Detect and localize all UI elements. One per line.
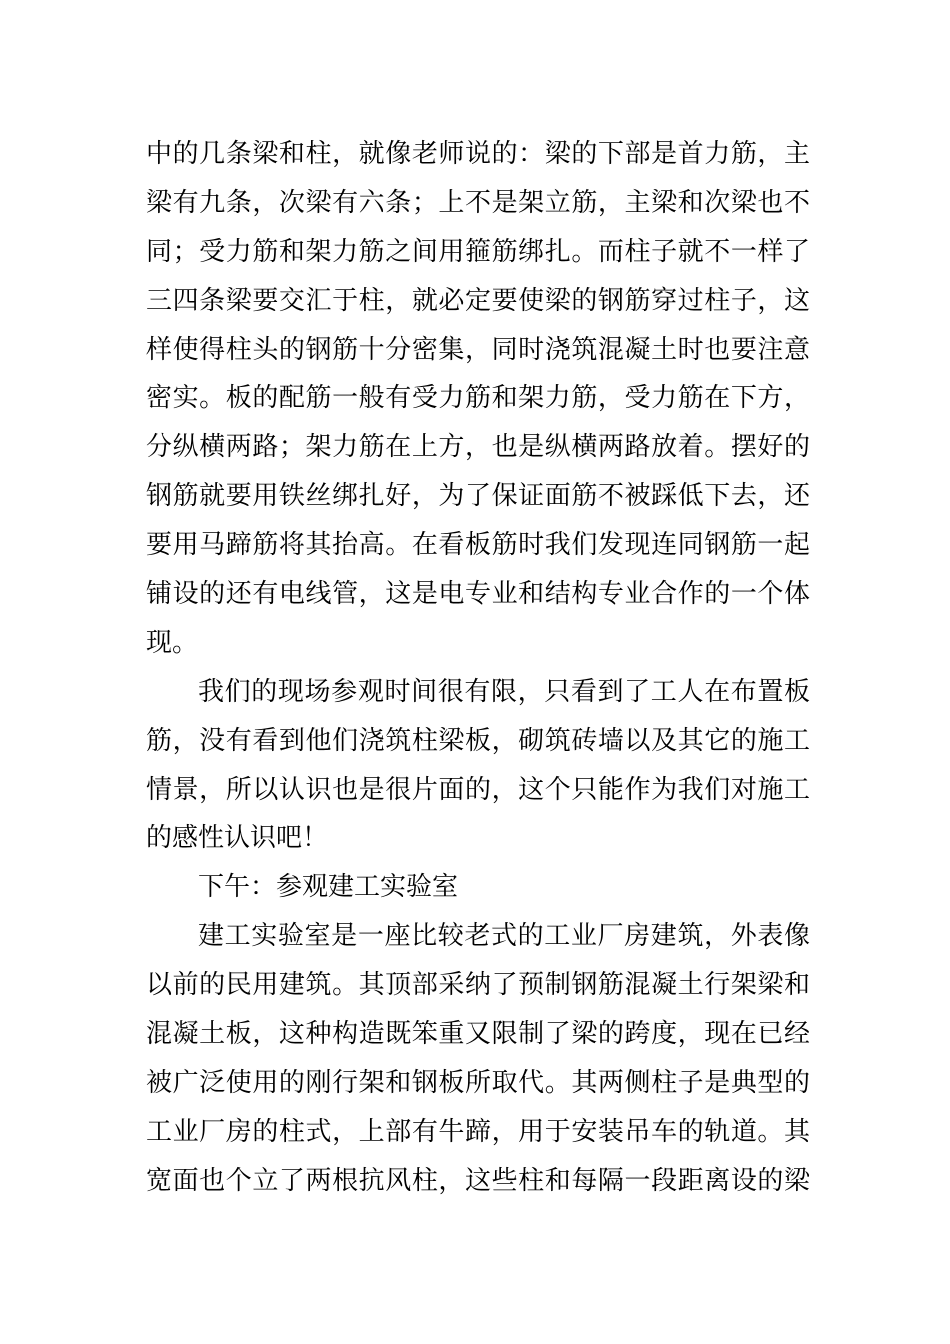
text-line: 的感性认识吧！ bbox=[146, 823, 329, 854]
text-line: 三四条梁要交汇于柱，就必定要使梁的钢筋穿过柱子，这 bbox=[146, 285, 810, 316]
text-line: 分纵横两路；架力筋在上方，也是纵横两路放着。摆好的 bbox=[146, 432, 810, 463]
text-line: 筋，没有看到他们浇筑柱梁板，砌筑砖墙以及其它的施工 bbox=[146, 725, 810, 756]
text-line: 工业厂房的柱式，上部有牛蹄，用于安装吊车的轨道。其 bbox=[146, 1116, 810, 1147]
text-line: 以前的民用建筑。其顶部采纳了预制钢筋混凝土行架梁和 bbox=[146, 970, 810, 1001]
text-line: 密实。板的配筋一般有受力筋和架力筋，受力筋在下方， bbox=[146, 383, 810, 414]
text-line: 中的几条梁和柱，就像老师说的：梁的下部是首力筋，主 bbox=[146, 139, 810, 169]
text-line: 现。 bbox=[146, 627, 199, 658]
text-line: 梁有九条，次梁有六条；上不是架立筋，主梁和次梁也不 bbox=[146, 187, 810, 218]
section-heading: 下午：参观建工实验室 bbox=[198, 872, 459, 903]
text-line: 要用马蹄筋将其抬高。在看板筋时我们发现连同钢筋一起 bbox=[146, 530, 810, 561]
paragraph-first-line: 建工实验室是一座比较老式的工业厂房建筑，外表像 bbox=[198, 921, 810, 952]
paragraph-first-line: 我们的现场参观时间很有限，只看到了工人在布置板 bbox=[198, 676, 810, 707]
text-line: 样使得柱头的钢筋十分密集，同时浇筑混凝土时也要注意 bbox=[146, 334, 810, 365]
text-line: 混凝土板，这种构造既笨重又限制了梁的跨度，现在已经 bbox=[146, 1019, 810, 1050]
text-line: 同；受力筋和架力筋之间用箍筋绑扎。而柱子就不一样了 bbox=[146, 236, 810, 267]
text-line: 被广泛使用的刚行架和钢板所取代。其两侧柱子是典型的 bbox=[146, 1067, 810, 1098]
text-line: 钢筋就要用铁丝绑扎好，为了保证面筋不被踩低下去，还 bbox=[146, 481, 810, 512]
body-text bbox=[146, 130, 810, 1206]
text-line: 情景，所以认识也是很片面的，这个只能作为我们对施工 bbox=[146, 774, 810, 805]
text-line: 铺设的还有电线管，这是电专业和结构专业合作的一个体 bbox=[146, 579, 810, 610]
text-line: 宽面也个立了两根抗风柱，这些柱和每隔一段距离设的梁 bbox=[146, 1165, 810, 1196]
